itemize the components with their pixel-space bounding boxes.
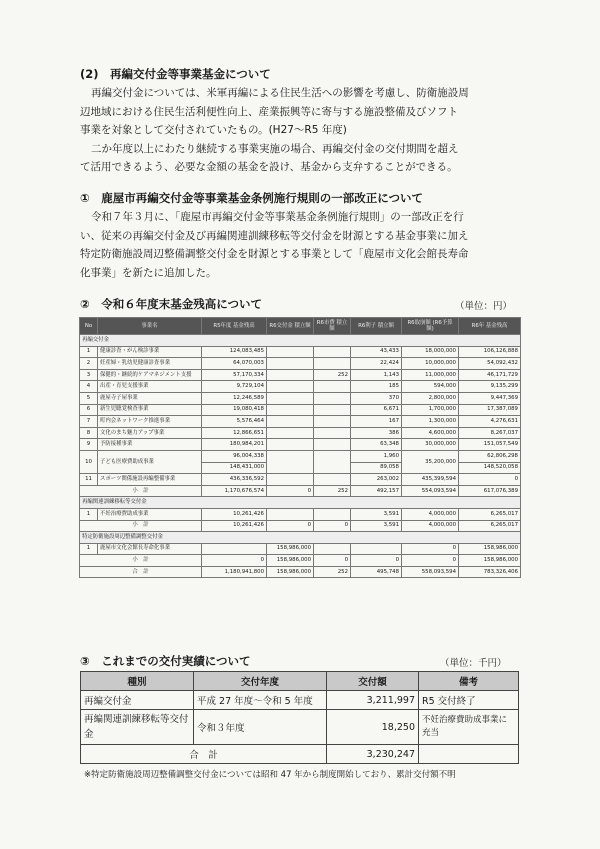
group-label: 再編関連訓練移転等交付金	[80, 497, 521, 509]
paragraph-line: 化事業」を新たに追加した。	[80, 266, 217, 279]
header-cell: 交付額	[327, 672, 419, 691]
cell: 30,000,000	[402, 439, 459, 451]
cell	[314, 392, 351, 404]
cell: 1,143	[351, 369, 402, 381]
table-row	[81, 691, 519, 710]
unit-label: （単位：千円）	[440, 658, 507, 669]
group-row	[80, 497, 521, 509]
table-header-row	[80, 318, 521, 335]
cell	[314, 474, 351, 486]
table-row	[80, 346, 521, 358]
row-name: 新生児聴覚検査事業	[98, 404, 202, 416]
cell: 57,170,334	[202, 369, 267, 381]
table-row	[80, 381, 521, 393]
cell: 0	[402, 555, 459, 567]
cell: 252	[314, 485, 351, 497]
cell: 4,000,000	[402, 520, 459, 532]
cell: 436,336,592	[202, 474, 267, 486]
cell	[267, 474, 314, 486]
cell	[314, 543, 351, 555]
table-row	[80, 474, 521, 486]
cell: 10,261,426	[202, 508, 267, 520]
paragraph-line: 二か年度以上にわたり継続する事業実施の場合、再編交付金の交付期間を超え	[91, 142, 459, 155]
cell: 46,171,729	[459, 369, 521, 381]
subsection-title: ② 令和６年度末基金残高について	[80, 297, 263, 311]
group-row	[80, 532, 521, 544]
cell: 8,267,037	[459, 427, 521, 439]
cell	[314, 416, 351, 428]
cell: 158,986,000	[267, 566, 314, 578]
cell: 9,729,104	[202, 381, 267, 393]
subtotal-label: 小 計	[80, 485, 202, 497]
cell: 12,866,651	[202, 427, 267, 439]
cell: 10,000,000	[402, 358, 459, 370]
cell: 558,093,594	[402, 566, 459, 578]
row-no: 10	[80, 450, 98, 473]
row-name: 妊産婦・乳幼児健康診査事業	[98, 358, 202, 370]
row-name: スポーツ関係施設再編整備事業	[98, 474, 202, 486]
cell	[419, 745, 519, 764]
cell	[314, 427, 351, 439]
table-row	[80, 369, 521, 381]
cell	[314, 358, 351, 370]
subtotal-row	[80, 485, 521, 497]
unit-label: （単位：円）	[455, 301, 513, 312]
row-no: 3	[80, 369, 98, 381]
cell: 96,004,338	[202, 450, 267, 462]
section-title: (2) 再編交付金等事業基金について	[80, 67, 271, 81]
cell: 9,135,299	[459, 381, 521, 393]
subtotal-row	[80, 555, 521, 567]
row-no: 1	[80, 508, 98, 520]
cell: 1,300,000	[402, 416, 459, 428]
cell: 再編交付金	[81, 691, 194, 710]
group-label: 特定防衛施設周辺整備調整交付金	[80, 532, 521, 544]
cell: 平成 27 年度〜令和 5 年度	[194, 691, 327, 710]
fund-balance-table	[79, 317, 521, 578]
row-name: 健康診査・がん検診事業	[98, 346, 202, 358]
row-no: 6	[80, 404, 98, 416]
cell: 554,093,594	[402, 485, 459, 497]
cell: 9,447,369	[459, 392, 521, 404]
row-no: 1	[80, 543, 98, 555]
group-row	[80, 335, 521, 347]
total-label: 合 計	[81, 745, 327, 764]
row-no: 1	[80, 346, 98, 358]
cell	[314, 508, 351, 520]
cell: 63,348	[351, 439, 402, 451]
paragraph-line: 事業を対象として交付されていたもの。(H27〜R5 年度)	[80, 124, 347, 136]
subtotal-label: 小 計	[80, 520, 202, 532]
row-no: 7	[80, 416, 98, 428]
cell: 4,000,000	[402, 508, 459, 520]
cell: 6,265,017	[459, 520, 521, 532]
row-no: 4	[80, 381, 98, 393]
row-no: 9	[80, 439, 98, 451]
header-cell: R5年度 基金残高	[202, 318, 267, 335]
cell	[267, 439, 314, 451]
header-cell: R6取崩額 (R6予算額)	[402, 318, 459, 335]
cell: 不妊治療費助成事業に充当	[419, 710, 519, 745]
cell: 0	[351, 555, 402, 567]
cell	[202, 543, 267, 555]
cell	[314, 346, 351, 358]
cell	[267, 381, 314, 393]
cell	[267, 416, 314, 428]
cell: 18,000,000	[402, 346, 459, 358]
subsection-title: ③ これまでの交付実績について	[80, 654, 251, 668]
cell: 0	[267, 520, 314, 532]
header-cell: R6年 基金残高	[459, 318, 521, 335]
cell: 148,520,058	[459, 462, 521, 474]
row-name: 鹿屋寺子屋事業	[98, 392, 202, 404]
cell	[314, 439, 351, 451]
cell	[267, 358, 314, 370]
subtotal-label: 小 計	[80, 555, 202, 567]
total-row	[81, 745, 519, 764]
row-name: 鹿屋市文化会館長寿命化事業	[98, 543, 202, 555]
cell: 158,986,000	[267, 543, 314, 555]
cell: 0	[314, 555, 351, 567]
cell: 5,576,464	[202, 416, 267, 428]
cell: 3,211,997	[327, 691, 419, 710]
cell	[267, 392, 314, 404]
cell	[267, 508, 314, 520]
cell: 6,671	[351, 404, 402, 416]
cell: 180,984,201	[202, 439, 267, 451]
cell: 370	[351, 392, 402, 404]
cell: 158,986,000	[267, 555, 314, 567]
cell: 594,000	[402, 381, 459, 393]
cell: 435,399,594	[402, 474, 459, 486]
total-value: 3,230,247	[327, 745, 419, 764]
cell: 252	[314, 369, 351, 381]
cell: 167	[351, 416, 402, 428]
cell: 185	[351, 381, 402, 393]
table-row	[80, 427, 521, 439]
cell	[267, 450, 314, 473]
cell: 17,387,089	[459, 404, 521, 416]
cell	[351, 543, 402, 555]
row-name: 町内会ネットワーク推進事業	[98, 416, 202, 428]
cell	[314, 381, 351, 393]
paragraph-line: 令和７年３月に、「鹿屋市再編交付金等事業基金条例施行規則」の一部改正を行	[91, 211, 464, 223]
subtotal-row	[80, 520, 521, 532]
cell	[267, 369, 314, 381]
header-cell: R6利子 積立額	[351, 318, 402, 335]
cell: 1,180,941,800	[202, 566, 267, 578]
cell: 4,276,631	[459, 416, 521, 428]
row-no: 5	[80, 392, 98, 404]
cell	[267, 427, 314, 439]
subtotal-label: 合 計	[80, 566, 202, 578]
header-cell: 事業名	[98, 318, 202, 335]
cell: 0	[267, 485, 314, 497]
grant-history-table	[80, 671, 519, 764]
table-row	[80, 358, 521, 370]
row-name: 出産・育児支援事業	[98, 381, 202, 393]
cell: 令和３年度	[194, 710, 327, 745]
paragraph-line: 辺地域における住民生活利便性向上、産業振興等に寄与する施設整備及びソフト	[80, 105, 458, 118]
cell: 2,800,000	[402, 392, 459, 404]
cell: 43,433	[351, 346, 402, 358]
row-name: 予防接種事業	[98, 439, 202, 451]
row-name: 不妊治療費助成事業	[98, 508, 202, 520]
cell: 10,261,426	[202, 520, 267, 532]
cell: 11,000,000	[402, 369, 459, 381]
cell: 158,986,000	[459, 543, 521, 555]
cell: 12,246,589	[202, 392, 267, 404]
table-header-row	[81, 672, 519, 691]
cell: 再編関連訓練移転等交付金	[81, 710, 194, 745]
paragraph-line: い、従来の再編交付金及び再編関連訓練移転等交付金を財源とする基金事業に加え	[80, 229, 469, 242]
cell	[314, 404, 351, 416]
cell: 106,126,888	[459, 346, 521, 358]
cell: 252	[314, 566, 351, 578]
group-label: 再編交付金	[80, 335, 521, 347]
cell: 35,200,000	[402, 450, 459, 473]
table-row	[80, 439, 521, 451]
paragraph-line: 再編交付金については、米軍再編による住民生活への影響を考慮し、防衛施設周	[91, 87, 469, 99]
row-no: 2	[80, 358, 98, 370]
cell: 6,265,017	[459, 508, 521, 520]
cell: 19,080,418	[202, 404, 267, 416]
table-row	[80, 450, 521, 462]
header-cell: 備考	[419, 672, 519, 691]
cell: 89,058	[351, 462, 402, 474]
table-row	[80, 404, 521, 416]
row-no: 11	[80, 474, 98, 486]
table-row	[80, 416, 521, 428]
paragraph-line: て活用できるよう、必要な金額の基金を設け、基金から支弁することができる。	[80, 161, 458, 173]
cell	[267, 346, 314, 358]
row-name: 保健的・継続的ケアマネジメント支援	[98, 369, 202, 381]
header-cell: R6交付金 積立額	[267, 318, 314, 335]
cell	[267, 404, 314, 416]
cell: 148,431,000	[202, 462, 267, 474]
row-no: 8	[80, 427, 98, 439]
cell: R5 交付終了	[419, 691, 519, 710]
cell: 1,170,676,574	[202, 485, 267, 497]
header-cell: No	[80, 318, 98, 335]
table-row	[80, 543, 521, 555]
cell: 1,960	[351, 450, 402, 462]
cell: 151,057,549	[459, 439, 521, 451]
cell: 3,591	[351, 508, 402, 520]
total-row	[80, 566, 521, 578]
cell: 783,326,406	[459, 566, 521, 578]
header-cell: 交付年度	[194, 672, 327, 691]
cell: 64,070,003	[202, 358, 267, 370]
footnote: ※特定防衛施設周辺整備調整交付金については昭和 47 年から制度開始しており、累計交付額不明	[84, 770, 456, 780]
table-row	[81, 710, 519, 745]
cell: 0	[202, 555, 267, 567]
cell: 4,600,000	[402, 427, 459, 439]
table-row	[80, 508, 521, 520]
cell: 1,700,000	[402, 404, 459, 416]
cell	[314, 450, 351, 473]
cell: 54,092,432	[459, 358, 521, 370]
cell: 386	[351, 427, 402, 439]
cell: 3,591	[351, 520, 402, 532]
cell: 22,424	[351, 358, 402, 370]
row-name: 子ども医療費助成事業	[98, 450, 202, 473]
cell: 0	[402, 543, 459, 555]
cell: 62,806,298	[459, 450, 521, 462]
cell: 617,076,389	[459, 485, 521, 497]
header-cell: R6市費 積立額	[314, 318, 351, 335]
header-cell: 種別	[81, 672, 194, 691]
section-paragraph	[80, 84, 469, 177]
cell: 18,250	[327, 710, 419, 745]
cell: 158,986,000	[459, 555, 521, 567]
subsection-paragraph	[80, 208, 469, 282]
cell: 263,002	[351, 474, 402, 486]
subsection-title: ① 鹿屋市再編交付金等事業基金条例施行規則の一部改正について	[80, 191, 424, 205]
cell: 0	[314, 520, 351, 532]
table-row	[80, 392, 521, 404]
cell: 124,083,485	[202, 346, 267, 358]
paragraph-line: 特定防衛施設周辺整備調整交付金を財源とする事業として「鹿屋市文化会館長寿命	[80, 248, 469, 260]
cell: 0	[459, 474, 521, 486]
cell: 492,157	[351, 485, 402, 497]
cell: 495,748	[351, 566, 402, 578]
row-name: 文化のまち魅力アップ事業	[98, 427, 202, 439]
